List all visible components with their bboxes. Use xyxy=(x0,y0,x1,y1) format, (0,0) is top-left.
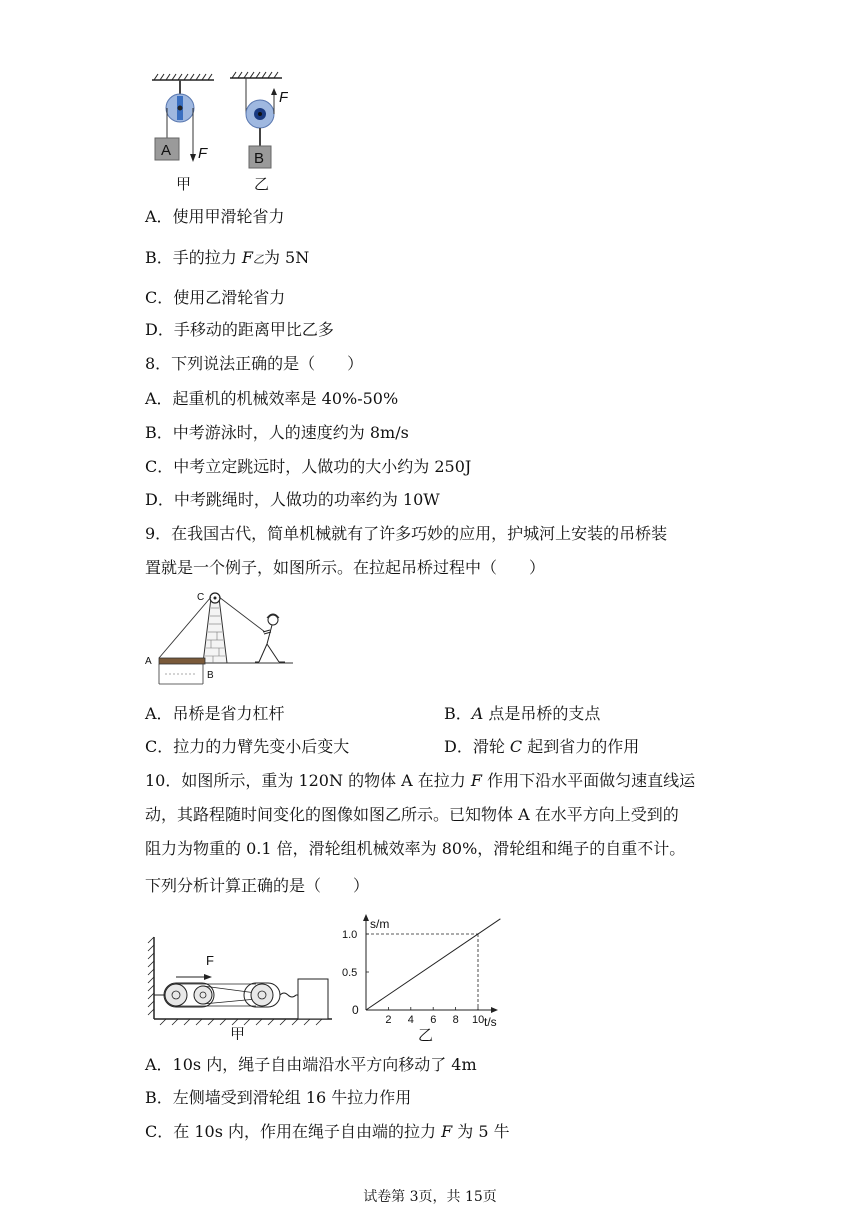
label-a: A xyxy=(145,656,152,667)
origin-label: 0 xyxy=(352,1003,359,1017)
q8-option-a: A．起重机的机械效率是 40%-50% xyxy=(145,389,399,408)
q9-option-c: C．拉力的力臂先变小后变大 xyxy=(145,737,350,756)
x-tick-label: 4 xyxy=(407,1014,414,1026)
q10-stem-line4: 下列分析计算正确的是（ ） xyxy=(145,876,370,895)
label-b: B xyxy=(207,670,214,681)
caption-yi: 乙 xyxy=(254,176,270,193)
q9-stem-line2: 置就是一个例子，如图所示。在拉起吊桥过程中（ ） xyxy=(145,558,546,577)
caption-jia: 甲 xyxy=(176,176,192,193)
force-f-label: F xyxy=(206,953,214,968)
x-tick-label: 2 xyxy=(385,1014,392,1026)
q10-option-a: A．10s 内，绳子自由端沿水平方向移动了 4m xyxy=(145,1055,477,1074)
y-tick-label: 0.5 xyxy=(342,967,358,979)
x-tick-label: 10 xyxy=(472,1014,485,1026)
q8-stem: 8．下列说法正确的是（ ） xyxy=(145,354,364,373)
block-a-label: A xyxy=(161,142,172,159)
q9-option-d: D．滑轮 C 起到省力的作用 xyxy=(444,737,640,756)
q10-stem-line1: 10．如图所示，重为 120N 的物体 A 在拉力 F 作用下沿水平面做匀速直线运 xyxy=(145,771,696,790)
q7-option-b: B．手的拉力 F乙为 5N xyxy=(145,248,310,267)
q9-stem-line1: 9．在我国古代，简单机械就有了许多巧妙的应用，护城河上安装的吊桥装 xyxy=(145,524,668,543)
q9-option-b: B．A 点是吊桥的支点 xyxy=(444,704,601,723)
q8-option-c: C．中考立定跳远时，人做功的大小约为 250J xyxy=(145,457,472,476)
caption-jia: 甲 xyxy=(230,1026,246,1040)
block-b-label: B xyxy=(254,150,265,167)
force-f-label-jia: F xyxy=(198,145,208,162)
q7-option-d: D．手移动的距离甲比乙多 xyxy=(145,320,334,339)
q8-option-d: D．中考跳绳时，人做功的功率约为 10W xyxy=(145,490,440,509)
page-footer: 试卷第 3页，共 15页 xyxy=(363,1189,497,1205)
q8-option-b: B．中考游泳时，人的速度约为 8m/s xyxy=(145,423,409,442)
pulley-block-figure xyxy=(146,935,336,1040)
q10-option-b: B．左侧墙受到滑轮组 16 牛拉力作用 xyxy=(145,1088,412,1107)
series-line xyxy=(366,919,500,1010)
y-axis-label: s/m xyxy=(370,917,390,931)
drawbridge-figure xyxy=(145,588,295,693)
x-tick-label: 8 xyxy=(452,1014,459,1026)
q10-option-c: C．在 10s 内，作用在绳子自由端的拉力 F 为 5 牛 xyxy=(145,1122,510,1141)
q9-option-a: A．吊桥是省力杠杆 xyxy=(145,704,285,723)
pulley-figure xyxy=(148,70,288,195)
x-axis-label: t/s xyxy=(484,1015,497,1029)
force-f-label-yi: F xyxy=(279,89,288,106)
y-tick-label: 1.0 xyxy=(342,929,358,941)
x-tick-label: 6 xyxy=(430,1014,437,1026)
caption-yi: 乙 xyxy=(418,1027,434,1042)
label-c: C xyxy=(197,592,205,603)
q10-stem-line3: 阻力为物重的 0.1 倍，滑轮组机械效率为 80%，滑轮组和绳子的自重不计。 xyxy=(145,839,686,858)
q7-option-c: C．使用乙滑轮省力 xyxy=(145,288,286,307)
distance-time-chart xyxy=(336,912,506,1042)
q10-stem-line2: 动，其路程随时间变化的图像如图乙所示。已知物体 A 在水平方向上受到的 xyxy=(145,805,679,824)
q7-option-a: A．使用甲滑轮省力 xyxy=(145,207,285,226)
